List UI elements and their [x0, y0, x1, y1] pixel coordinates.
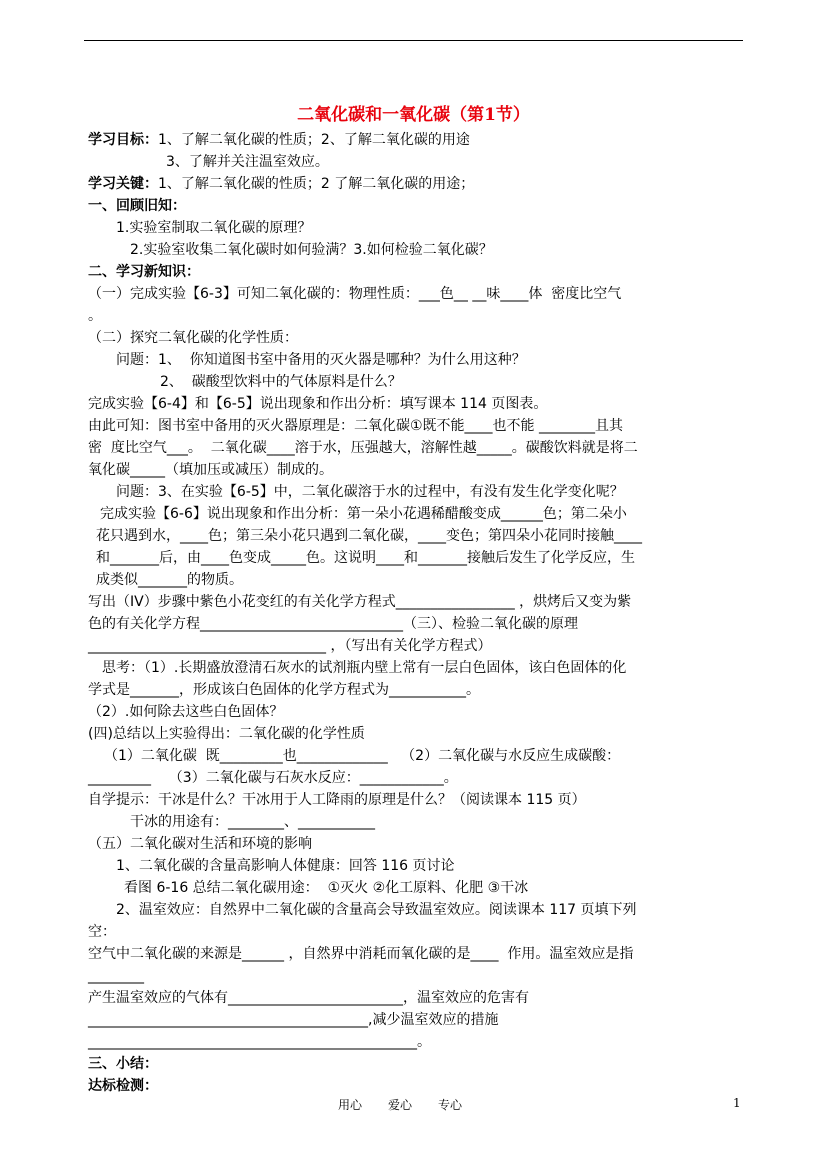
- line-text: 干冰的用途有：________、___________: [130, 814, 375, 830]
- header-rule: [84, 40, 743, 41]
- line-text: 产生温室效应的气体有_________________________，温室效应的危害有: [88, 990, 529, 1006]
- text-line: [88, 637, 491, 655]
- line-text: 成类似_______的物质。: [96, 572, 243, 588]
- line-text: （二）探究二氧化碳的化学性质：: [88, 330, 298, 346]
- text-line: [88, 131, 470, 149]
- line-text: 氧化碳_____（填加压或减压）制成的。: [88, 462, 333, 478]
- text-line: [88, 769, 458, 787]
- line-text: 问题：1、 你知道图书室中备用的灭火器是哪种？为什么用这种？: [116, 352, 526, 368]
- line-text: 思考：（1）.长期盛放澄清石灰水的试剂瓶内壁上常有一层白色固体，该白色固体的化: [102, 660, 627, 676]
- text-line: [88, 439, 638, 457]
- line-text: 空气中二氧化碳的来源是______ ，自然界中消耗而氧化碳的是____ 作用。温室效应是指: [88, 946, 634, 962]
- footer-motto-2: 爱心: [388, 1098, 413, 1112]
- text-line: [96, 571, 243, 589]
- line-text: （五）二氧化碳对生活和环境的影响: [88, 836, 312, 852]
- text-line: [88, 923, 116, 941]
- text-line: [88, 197, 186, 215]
- text-line: [96, 549, 635, 567]
- line-text: 学式是_______，形成该白色固体的化学方程式为___________。: [88, 682, 480, 698]
- text-line: [104, 747, 620, 765]
- text-line: [96, 527, 642, 545]
- line-text: 花只遇到水，____色；第三朵小花只遇到二氧化碳，____变色；第四朵小花同时接触____: [96, 528, 642, 544]
- line-text: 看图 6-16 总结二氧化碳用途： ①灭火 ②化工原料、化肥 ③干冰: [124, 880, 529, 896]
- text-line: [116, 901, 637, 919]
- line-text: （一）完成实验【6-3】可知二氧化碳的：物理性质：___色__ __味____体 密度比空气: [88, 286, 622, 302]
- text-line: [88, 835, 312, 853]
- text-line: [88, 1011, 498, 1029]
- text-line: [88, 703, 283, 721]
- section-label: 三、小结：: [88, 1056, 158, 1072]
- line-text: 2.实验室收集二氧化碳时如何验满？3.如何检验二氧化碳？: [130, 242, 493, 258]
- line-text: 色的有关化学方程_____________________________（三）、检验二氧化碳的原理: [88, 616, 578, 632]
- line-text: 密 度比空气___。 二氧化碳____溶于水，压强越大，溶解性越_____。碳酸饮料就是将二: [88, 440, 638, 456]
- section-label: 一、回顾旧知：: [88, 198, 186, 214]
- text-line: [88, 461, 333, 479]
- text-line: [88, 1055, 158, 1073]
- line-text: __________________________________ ，（写出有关化学方程式）: [88, 638, 492, 654]
- line-text: (四)总结以上实验得出：二氧化碳的化学性质: [88, 726, 365, 742]
- text-line: [166, 153, 329, 171]
- line-text: 由此可知：图书室中备用的灭火器原理是：二氧化碳①既不能____也不能 ________且其: [88, 418, 623, 434]
- line-text: 2、温室效应：自然界中二氧化碳的含量高会导致温室效应。阅读课本 117 页填下列: [116, 902, 637, 918]
- line-text: ________: [88, 968, 144, 984]
- text-line: [88, 945, 633, 963]
- text-line: [116, 857, 455, 875]
- text-line: [88, 395, 547, 413]
- line-text: _________ （3）二氧化碳与石灰水反应：____________。: [88, 770, 458, 786]
- line-text: 1.实验室制取二氧化碳的原理？: [116, 220, 312, 236]
- text-line: [130, 813, 375, 831]
- text-line: [88, 307, 102, 325]
- line-text: 完成实验【6-4】和【6-5】说出现象和作出分析：填写课本 114 页图表。: [88, 396, 548, 412]
- line-text: 1、了解二氧化碳的性质；2 了解二氧化碳的用途；: [158, 176, 475, 192]
- page-title: 二氧化碳和一氧化碳（第1节）: [297, 105, 530, 125]
- text-line: [88, 263, 200, 281]
- text-line: [116, 483, 624, 501]
- line-text: （1）二氧化碳 既_________也_____________ （2）二氧化碳与水反应生成碳酸：: [104, 748, 621, 764]
- line-text: 空：: [88, 924, 116, 940]
- text-line: [88, 967, 144, 985]
- footer-motto-1: 用心: [338, 1098, 363, 1112]
- text-line: [116, 219, 311, 237]
- text-line: [88, 329, 298, 347]
- line-text: 问题：3、在实验【6-5】中，二氧化碳溶于水的过程中，有没有发生化学变化呢？: [116, 484, 624, 500]
- text-line: [88, 175, 474, 193]
- line-text: 1、了解二氧化碳的性质；2、了解二氧化碳的用途: [158, 132, 470, 148]
- text-line: [88, 725, 365, 743]
- text-line: [88, 615, 578, 633]
- section-label: 学习目标：: [88, 132, 158, 148]
- line-text: _______________________________________________。: [88, 1034, 431, 1050]
- line-text: 自学提示：干冰是什么？干冰用于人工降雨的原理是什么？（阅读课本 115 页）: [88, 792, 586, 808]
- text-line: [124, 879, 528, 897]
- text-line: [160, 373, 402, 391]
- footer-motto-3: 专心: [438, 1098, 463, 1112]
- text-line: [88, 593, 631, 611]
- line-text: 和_______后，由____色变成_____色。这说明____和_______接触后发生了化学反应，生: [96, 550, 635, 566]
- text-line: [116, 351, 526, 369]
- section-label: 学习关键：: [88, 176, 158, 192]
- page-number: 1: [733, 1096, 741, 1110]
- section-label: 达标检测：: [88, 1078, 158, 1094]
- text-line: [100, 505, 627, 523]
- text-line: [88, 1033, 431, 1051]
- line-text: 3、了解并关注温室效应。: [166, 154, 329, 170]
- line-text: 。: [88, 308, 102, 324]
- section-label: 二、学习新知识：: [88, 264, 200, 280]
- line-text: 1、二氧化碳的含量高影响人体健康：回答 116 页讨论: [116, 858, 455, 874]
- text-line: [88, 791, 586, 809]
- text-line: [88, 417, 623, 435]
- text-line: [88, 1077, 158, 1095]
- line-text: （2）.如何除去这些白色固体？: [88, 704, 284, 720]
- line-text: ________________________________________,减少温室效应的措施: [88, 1012, 499, 1028]
- line-text: 2、 碳酸型饮料中的气体原料是什么？: [160, 374, 402, 390]
- text-line: [102, 659, 626, 677]
- text-line: [88, 285, 621, 303]
- text-line: [130, 241, 493, 259]
- line-text: 写出（IV）步骤中紫色小花变红的有关化学方程式_________________ ，烘烤后又变为紫: [88, 594, 632, 610]
- text-line: [88, 681, 480, 699]
- text-line: [88, 989, 529, 1007]
- line-text: 完成实验【6-6】说出现象和作出分析：第一朵小花遇稀醋酸变成______色；第二朵小: [100, 506, 627, 522]
